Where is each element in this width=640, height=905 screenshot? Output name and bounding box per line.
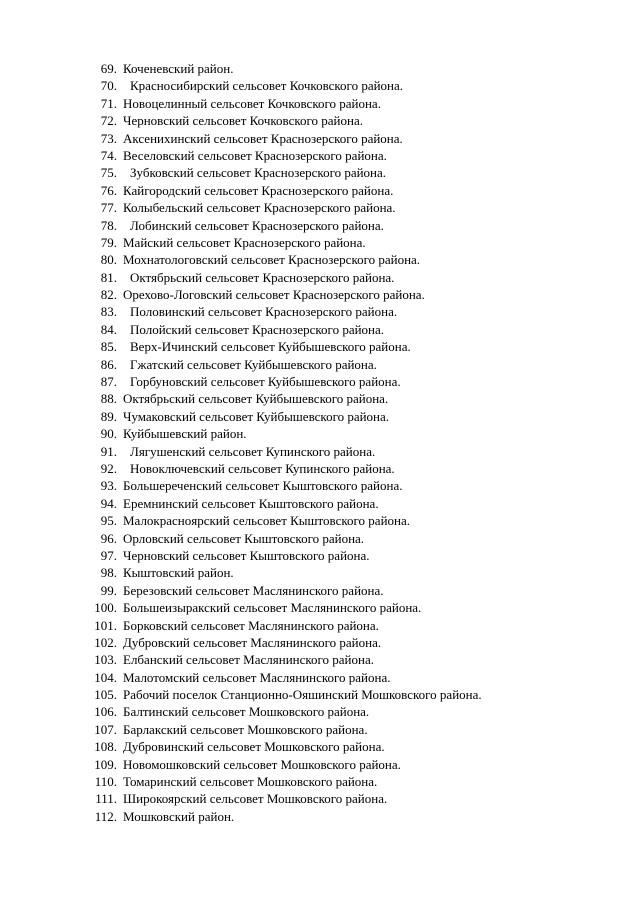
list-item (0, 756, 640, 773)
list-item (0, 582, 640, 599)
list-item-text: Лобинский сельсовет Краснозерского района. (130, 217, 384, 233)
list-item-text: Красносибирский сельсовет Кочковского района. (130, 78, 404, 94)
list-item-number: 101. (94, 617, 117, 633)
list-item-number: 75. (100, 165, 117, 181)
list-item-number: 82. (100, 287, 117, 303)
list-item-text: Еремнинский сельсовет Кыштовского района. (123, 495, 379, 511)
list-item-text: Кыштовский район. (123, 565, 234, 581)
list-item-text: Березовский сельсовет Маслянинского района. (123, 582, 384, 598)
list-item-text: Майский сельсовет Краснозерского района. (123, 234, 366, 250)
list-item-text: Куйбышевский район. (123, 426, 247, 442)
list-item (0, 269, 640, 286)
list-item (0, 356, 640, 373)
list-item (0, 147, 640, 164)
list-item-text: Дубровинский сельсовет Мошковского района. (123, 739, 385, 755)
list-item-text: Полойский сельсовет Краснозерского района. (130, 321, 385, 337)
list-item (0, 443, 640, 460)
list-item (0, 512, 640, 529)
list-item-text: Малотомский сельсовет Маслянинского района. (123, 669, 391, 685)
list-item-number: 102. (94, 634, 117, 650)
list-item (0, 738, 640, 755)
list-item-number: 80. (100, 252, 117, 268)
list-item-text: Рабочий поселок Станционно-Ояшинский Мошковского района. (123, 687, 482, 703)
list-item (0, 182, 640, 199)
list-item (0, 373, 640, 390)
list-item-text: Новоцелинный сельсовет Кочковского района. (123, 95, 381, 111)
list-item-text: Орловский сельсовет Кыштовского района. (123, 530, 365, 546)
list-item-number: 83. (100, 304, 117, 320)
list-item-number: 100. (94, 600, 117, 616)
list-item-number: 70. (100, 78, 117, 94)
list-item-text: Лягушенский сельсовет Купинского района. (130, 443, 376, 459)
list-item-number: 94. (100, 495, 117, 511)
list-item (0, 408, 640, 425)
list-item-text: Кайгородский сельсовет Краснозерского района. (123, 182, 394, 198)
list-item (0, 199, 640, 216)
list-item (0, 651, 640, 668)
list-item-number: 86. (100, 356, 117, 372)
list-item-number: 98. (100, 565, 117, 581)
list-item-text: Малокраснoярский сельсовет Кыштовского района. (123, 513, 410, 529)
list-item-number: 104. (94, 669, 117, 685)
list-item-number: 89. (100, 408, 117, 424)
list-item-number: 109. (94, 756, 117, 772)
list-item-text: Большеизыракский сельсовет Маслянинского района. (123, 600, 422, 616)
list-item (0, 217, 640, 234)
list-item-number: 108. (94, 739, 117, 755)
list-item-number: 79. (100, 234, 117, 250)
list-item-text: Гжатский сельсовет Куйбышевского района. (130, 356, 377, 372)
list-item-number: 69. (100, 61, 117, 76)
list-item-text: Октябрьский сельсовет Краснозерского района. (130, 269, 395, 285)
list-item (0, 564, 640, 581)
list-item-number: 112. (94, 808, 117, 824)
list-item (0, 495, 640, 512)
list-item-number: 92. (100, 460, 117, 476)
list-item (0, 286, 640, 303)
list-item (0, 721, 640, 738)
list-item (0, 477, 640, 494)
list-item-text: Аксенихинский сельсовет Краснозерского района. (123, 130, 403, 146)
list-item-number: 91. (100, 443, 117, 459)
list-item-number: 111. (95, 791, 117, 807)
list-item (0, 95, 640, 112)
list-item (0, 617, 640, 634)
list-item (0, 599, 640, 616)
list-item-number: 88. (100, 391, 117, 407)
list-item-number: 95. (100, 513, 117, 529)
list-item-text: Колыбельский сельсовет Краснозерского района. (123, 200, 396, 216)
list-item-number: 84. (100, 321, 117, 337)
list-item (0, 130, 640, 147)
list-item (0, 60, 640, 77)
list-item (0, 251, 640, 268)
list-item-text: Черновский сельсовет Кыштовского района. (123, 547, 370, 563)
list-item (0, 425, 640, 442)
list-item-number: 81. (100, 269, 117, 285)
list-item-text: Дубровский сельсовет Маслянинского района. (123, 634, 382, 650)
list-item-number: 74. (100, 147, 117, 163)
list-item (0, 530, 640, 547)
list-item-number: 106. (94, 704, 117, 720)
list-item-text: Чумаковский сельсовет Куйбышевского района. (123, 408, 390, 424)
list-item-number: 110. (94, 774, 117, 790)
list-item-number: 97. (100, 547, 117, 563)
list-item-number: 96. (100, 530, 117, 546)
list-item-text: Веселовский сельсовет Краснозерского района. (123, 147, 387, 163)
list-item-text: Барлакский сельсовет Мошковского района. (123, 721, 368, 737)
list-item-text: Орехово-Логовский сельсовет Краснозерского района. (123, 287, 425, 303)
list-item (0, 303, 640, 320)
list-item-number: 85. (100, 339, 117, 355)
list-item-text: Широкоярский сельсовет Мошковского района. (123, 791, 388, 807)
list-item-text: Новомошковский сельсовет Мошковского района. (123, 756, 401, 772)
list-item (0, 773, 640, 790)
list-item-text: Большереченский сельсовет Кыштовского района. (123, 478, 403, 494)
list-item-text: Борковский сельсовет Маслянинского района. (123, 617, 379, 633)
list-item (0, 460, 640, 477)
list-item-number: 78. (100, 217, 117, 233)
list-item-number: 71. (100, 95, 117, 111)
list-item-text: Мошковский район. (123, 808, 235, 824)
list-item-number: 105. (94, 687, 117, 703)
list-item (0, 790, 640, 807)
list-item (0, 112, 640, 129)
list-item-text: Зубковский сельсовет Краснозерского района. (130, 165, 387, 181)
list-item-number: 77. (100, 200, 117, 216)
list-item (0, 669, 640, 686)
list-item (0, 808, 640, 825)
list-item (0, 634, 640, 651)
list-item-text: Верх-Ичинский сельсовет Куйбышевского района. (130, 339, 411, 355)
list-item-number: 93. (100, 478, 117, 494)
list-item-text: Горбуновский сельсовет Куйбышевского района. (130, 374, 401, 390)
list-item (0, 321, 640, 338)
municipality-list (0, 60, 640, 825)
list-item (0, 164, 640, 181)
list-item-number: 72. (100, 113, 117, 129)
list-item-text: Октябрьский сельсовет Куйбышевского района. (123, 391, 389, 407)
list-item-text: Балтинский сельсовет Мошковского района. (123, 704, 370, 720)
list-item-number: 73. (100, 130, 117, 146)
list-item-text: Новоключевский сельсовет Купинского района. (130, 460, 395, 476)
list-item-number: 99. (100, 582, 117, 598)
list-item-number: 76. (100, 182, 117, 198)
list-item-text: Елбанский сельсовет Маслянинского района. (123, 652, 374, 668)
list-item-number: 90. (100, 426, 117, 442)
list-item (0, 547, 640, 564)
list-item-text: Коченевский район. (123, 61, 234, 76)
list-item-text: Половинский сельсовет Краснозерского района. (130, 304, 398, 320)
list-item-number: 103. (94, 652, 117, 668)
list-item (0, 77, 640, 94)
list-item (0, 703, 640, 720)
list-item-number: 87. (100, 374, 117, 390)
list-item-text: Томаринский сельсовет Мошковского района. (123, 774, 378, 790)
list-item-number: 107. (94, 721, 117, 737)
list-item (0, 686, 640, 703)
list-item (0, 338, 640, 355)
list-item (0, 234, 640, 251)
list-item-text: Мохнатологовский сельсовет Краснозерского района. (123, 252, 421, 268)
list-item (0, 390, 640, 407)
list-item-text: Черновский сельсовет Кочковского района. (123, 113, 363, 129)
